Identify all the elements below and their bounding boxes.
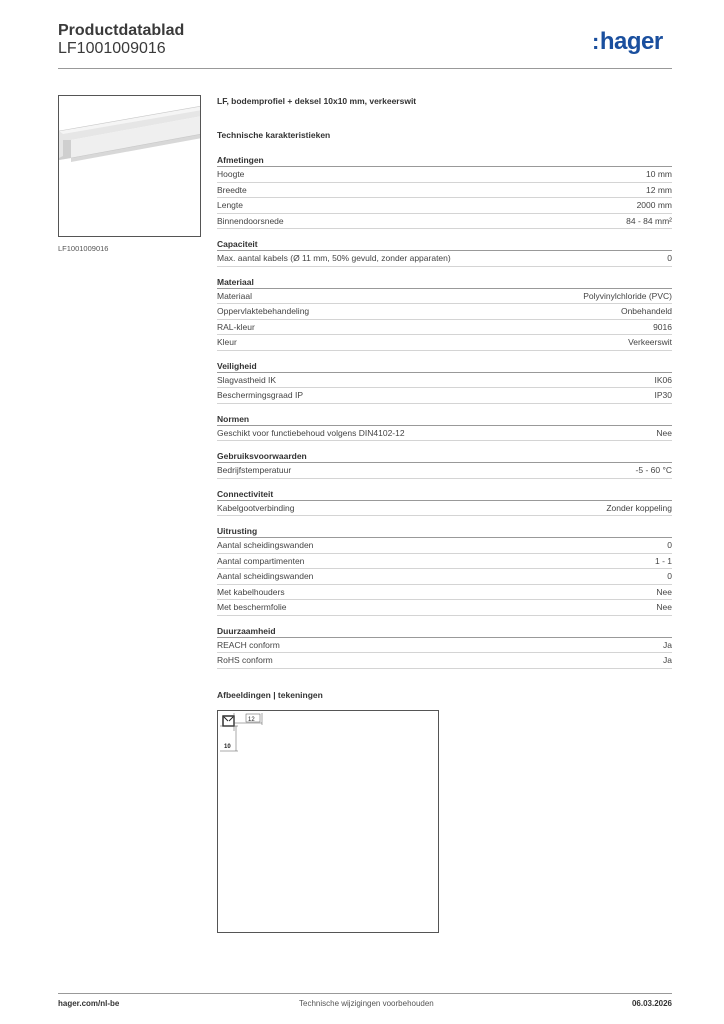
spec-label: REACH conform — [217, 639, 280, 650]
product-description: LF, bodemprofiel + deksel 10x10 mm, verkeerswit — [217, 96, 417, 106]
spec-label: Hoogte — [217, 169, 245, 179]
spec-row — [217, 463, 672, 479]
spec-value: Onbehandeld — [620, 306, 672, 316]
spec-row — [217, 304, 672, 320]
dim-width-label: 12 — [248, 717, 255, 723]
spec-section — [217, 154, 672, 229]
hager-logo: :hager — [592, 28, 663, 55]
spec-row — [217, 167, 672, 183]
spec-label: RoHS conform — [217, 655, 273, 665]
spec-row — [217, 183, 672, 199]
spec-row — [217, 653, 672, 669]
spec-value: 84 - 84 mm² — [626, 215, 672, 226]
spec-value: Ja — [663, 655, 672, 665]
spec-label: Materiaal — [217, 290, 252, 301]
spec-value: 2000 mm — [636, 200, 672, 210]
spec-row — [217, 585, 672, 601]
product-reference: LF1001009016 — [58, 40, 166, 57]
spec-row — [217, 538, 672, 554]
tech-heading: Technische karakteristieken — [217, 130, 331, 140]
spec-label: Kleur — [217, 337, 237, 347]
spec-value: IK06 — [654, 374, 672, 385]
product-image — [58, 95, 201, 237]
spec-label: Bedrijfstemperatuur — [217, 465, 292, 475]
spec-value: Verkeerswit — [628, 337, 672, 347]
spec-label: Aantal scheidingswanden — [217, 540, 314, 550]
section-title: Materiaal — [217, 276, 672, 289]
section-title: Normen — [217, 413, 672, 426]
figures-title: Afbeeldingen | tekeningen — [217, 690, 323, 700]
section-title: Connectiviteit — [217, 488, 672, 501]
spec-value: 1 - 1 — [654, 555, 672, 566]
spec-label: Geschikt voor functiebehoud volgens DIN4102-12 — [217, 427, 405, 438]
section-title: Capaciteit — [217, 238, 672, 251]
spec-row — [217, 388, 672, 404]
spec-row — [217, 426, 672, 442]
spec-label: Met beschermfolie — [217, 602, 287, 612]
footer-website[interactable]: hager.com/nl-be — [58, 999, 120, 1008]
spec-section — [217, 276, 672, 351]
spec-label: Oppervlaktebehandeling — [217, 306, 310, 316]
technical-drawing — [217, 710, 439, 933]
spec-section — [217, 238, 672, 267]
spec-value: 10 mm — [646, 169, 672, 179]
spec-value: Polyvinylchloride (PVC) — [583, 290, 672, 301]
spec-label: RAL-kleur — [217, 321, 255, 332]
spec-row — [217, 335, 672, 351]
spec-section — [217, 360, 672, 404]
spec-value: Nee — [656, 427, 672, 438]
spec-section — [217, 625, 672, 669]
spec-value: 0 — [667, 540, 672, 550]
header-divider — [58, 68, 672, 69]
spec-value: IP30 — [654, 390, 672, 400]
spec-row — [217, 251, 672, 267]
section-title: Uitrusting — [217, 525, 672, 538]
spec-label: Aantal scheidingswanden — [217, 571, 314, 581]
section-title: Veiligheid — [217, 360, 672, 373]
spec-value: 12 mm — [646, 184, 672, 195]
dim-height-label: 10 — [224, 744, 231, 750]
spec-row — [217, 554, 672, 570]
spec-value: 0 — [667, 571, 672, 581]
spec-value: Ja — [663, 639, 672, 650]
spec-section — [217, 413, 672, 442]
spec-section — [217, 488, 672, 517]
spec-label: Slagvastheid IK — [217, 374, 277, 385]
spec-value: Zonder koppeling — [606, 502, 672, 513]
spec-value: Nee — [656, 586, 672, 597]
spec-label: Aantal compartimenten — [217, 555, 305, 566]
spec-label: Beschermingsgraad IP — [217, 390, 303, 400]
spec-sections — [217, 154, 672, 669]
spec-value: -5 - 60 °C — [635, 465, 672, 475]
spec-value: Nee — [656, 602, 672, 612]
spec-label: Lengte — [217, 200, 243, 210]
spec-row — [217, 320, 672, 336]
spec-content — [217, 96, 672, 678]
spec-row — [217, 214, 672, 230]
spec-label: Breedte — [217, 184, 247, 195]
spec-section — [217, 525, 672, 616]
footer-date: 06.03.2026 — [631, 999, 672, 1008]
page-title: Productdatablad — [58, 22, 185, 39]
spec-row — [217, 198, 672, 214]
spec-section — [217, 450, 672, 479]
spec-row — [217, 289, 672, 305]
spec-label: Kabelgootverbinding — [217, 502, 295, 513]
section-title: Duurzaamheid — [217, 625, 672, 638]
footer-notice: Technische wijzigingen voorbehouden — [299, 999, 434, 1008]
spec-row — [217, 600, 672, 616]
spec-row — [217, 501, 672, 517]
footer-divider — [58, 993, 672, 994]
spec-value: 0 — [667, 253, 672, 263]
section-title: Afmetingen — [217, 154, 672, 167]
spec-value: 9016 — [653, 321, 672, 332]
spec-label: Met kabelhouders — [217, 586, 285, 597]
spec-row — [217, 373, 672, 389]
spec-row — [217, 638, 672, 654]
spec-label: Max. aantal kabels (Ø 11 mm, 50% gevuld, zonder apparaten) — [217, 253, 451, 263]
spec-row — [217, 569, 672, 585]
section-title: Gebruiksvoorwaarden — [217, 450, 672, 463]
spec-label: Binnendoorsnede — [217, 215, 284, 226]
image-caption: LF1001009016 — [58, 244, 109, 253]
logo-text: hager — [599, 28, 663, 55]
